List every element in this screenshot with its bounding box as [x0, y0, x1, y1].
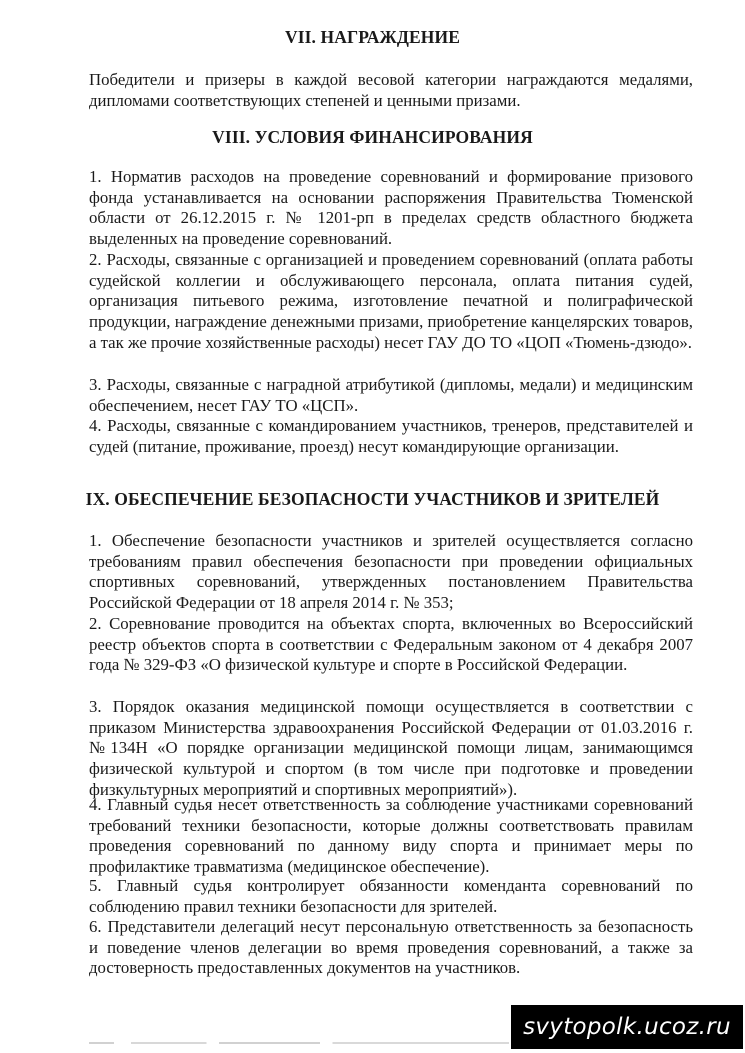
section-8-item-2: 2. Расходы, связанные с организацией и проведением соревнований (оплата работы судейской коллегии и обслуживающего персонала, оплата питания судей, организация питьевого режима, изготовление печатной и полиграфической продукции, награждение денежными призами, приобретение канцелярских товаров, а так же прочие хозяйственные расходы) несет ГАУ ДО ТО «ЦОП «Тюмень-дзюдо». — [89, 250, 693, 352]
site-watermark: svytopolk.ucoz.ru — [511, 1005, 743, 1049]
section-7-text: Победители и призеры в каждой весовой категории награждаются медалями, дипломами соответствующих степеней и ценными призами. — [89, 70, 693, 110]
section-8-heading: VIII. УСЛОВИЯ ФИНАНСИРОВАНИЯ — [212, 127, 533, 147]
section-8-item-3: 3. Расходы, связанные с наградной атрибутикой (дипломы, медали) и медицинским обеспечением, несет ГАУ ТО «ЦСП». — [89, 375, 693, 415]
section-9-item-1: 1. Обеспечение безопасности участников и зрителей осуществляется согласно требованиям правил обеспечения безопасности при проведении официальных спортивных соревнований, утвержденных постановлением Правительства Российской Федерации от 18 апреля 2014 г. № 353; — [89, 531, 693, 613]
cut-off-text-line — [89, 1042, 509, 1044]
section-9-item-3: 3. Порядок оказания медицинской помощи осуществляется в соответствии с приказом Министерства здравоохранения Российской Федерации от 01.03.2016 г. №134Н «О порядке организации медицинской помощи лицам, занимающимся физической культурой и спортом (в том числе при подготовке и проведении физкультурных мероприятий и спортивных мероприятий»). — [89, 697, 693, 799]
section-9-item-6: 6. Представители делегаций несут персональную ответственность за безопасность и поведение членов делегации во время проведения соревнований, а также за достоверность предоставленных документов на участников. — [89, 917, 693, 978]
section-8-item-4: 4. Расходы, связанные с командированием участников, тренеров, представителей и судей (питание, проживание, проезд) несут командирующие организации. — [89, 416, 693, 456]
section-8-item-1: 1. Норматив расходов на проведение соревнований и формирование призового фонда устанавливается на основании распоряжения Правительства Тюменской области от 26.12.2015 г. № 1201-рп в пределах средств областного бюджета выделенных на проведение соревнований. — [89, 167, 693, 249]
section-7-heading: VII. НАГРАЖДЕНИЕ — [285, 27, 460, 47]
section-9-item-4: 4. Главный судья несет ответственность за соблюдение участниками соревнований требований техники безопасности, которые должны соответствовать правилам проведения соревнований по данному виду спорта и принимает меры по профилактике травматизма (медицинское обеспечение). — [89, 795, 693, 877]
section-9-item-5: 5. Главный судья контролирует обязанности коменданта соревнований по соблюдению правил техники безопасности для зрителей. — [89, 876, 693, 916]
section-9-item-2: 2. Соревнование проводится на объектах спорта, включенных во Всероссийский реестр объектов спорта в соответствии с Федеральным законом от 4 декабря 2007 года № 329-ФЗ «О физической культуре и спорте в Российской Федерации. — [89, 614, 693, 675]
section-9-heading: IX. ОБЕСПЕЧЕНИЕ БЕЗОПАСНОСТИ УЧАСТНИКОВ И ЗРИТЕЛЕЙ — [85, 489, 660, 509]
